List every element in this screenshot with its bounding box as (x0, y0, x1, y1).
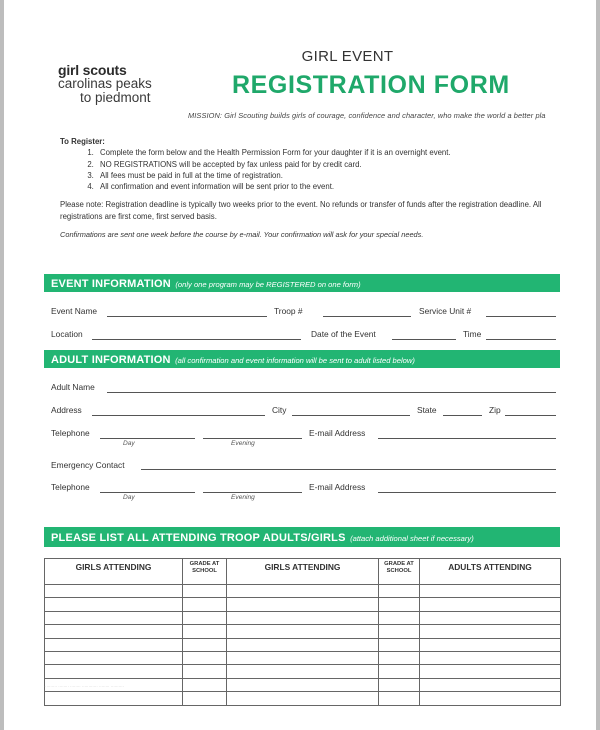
service-unit-label: Service Unit # (419, 306, 472, 316)
time-label: Time (463, 329, 482, 339)
attending-table-row (45, 665, 561, 678)
day-sublabel: Day (123, 440, 135, 447)
attending-table-cell[interactable] (183, 651, 227, 664)
girl-scouts-logo (58, 63, 198, 105)
telephone-day-field[interactable] (100, 438, 195, 439)
attending-table-cell[interactable] (420, 585, 561, 598)
attending-table-cell[interactable] (420, 598, 561, 611)
attending-table-cell[interactable] (183, 625, 227, 638)
event-information-bar (44, 274, 560, 292)
attending-table-row (45, 585, 561, 598)
attending-table-cell[interactable] (420, 665, 561, 678)
attending-table-cell[interactable] (183, 611, 227, 624)
attending-table-cell[interactable] (183, 692, 227, 705)
event-section-note: (only one program may be REGISTERED on one form) (175, 280, 361, 289)
location-field[interactable] (92, 339, 301, 340)
attending-table-cell[interactable] (227, 625, 379, 638)
adult-section-title: ADULT INFORMATION (51, 354, 171, 366)
location-label: Location (51, 329, 83, 339)
evening-sublabel: Evening (231, 494, 255, 501)
attending-table-cell[interactable] (420, 625, 561, 638)
instructions-list (60, 147, 550, 192)
deadline-note: Please note: Registration deadline is typically two weeks prior to the event. No refunds or transfer of funds after the registration deadline. All registrations are first come, first served basis. (60, 200, 542, 221)
attending-table-cell[interactable] (227, 638, 379, 651)
attending-table-row (45, 651, 561, 664)
adult-name-label: Adult Name (51, 382, 95, 392)
attending-table-cell[interactable] (379, 665, 420, 678)
footer-faint-text: .......... ........ ........ ............ ........ .......... (44, 683, 124, 688)
emergency-telephone-evening-field[interactable] (203, 492, 302, 493)
emergency-contact-field[interactable] (141, 469, 556, 470)
attending-table-row (45, 692, 561, 705)
attending-section-note: (attach additional sheet if necessary) (350, 534, 474, 543)
state-label: State (417, 405, 437, 415)
attending-table-cell[interactable] (420, 692, 561, 705)
to-register-heading: To Register: (60, 137, 105, 146)
attending-table-cell[interactable] (227, 678, 379, 691)
address-label: Address (51, 405, 82, 415)
attending-table-header (45, 559, 561, 585)
attending-table-cell[interactable] (45, 665, 183, 678)
event-section-title: EVENT INFORMATION (51, 278, 171, 290)
logo-council-line1: carolinas peaks (58, 76, 152, 91)
attending-table-cell[interactable] (420, 678, 561, 691)
city-label: City (272, 405, 287, 415)
event-name-field[interactable] (107, 316, 267, 317)
girls-attending-header: GIRLS ATTENDING (45, 559, 183, 585)
attending-table-cell[interactable] (379, 638, 420, 651)
attending-list-bar (44, 527, 560, 547)
attending-section-title: PLEASE LIST ALL ATTENDING TROOP ADULTS/GIRLS (51, 532, 346, 544)
email-field[interactable] (378, 438, 556, 439)
instructions-block (60, 136, 550, 240)
logo-council-line2: to piedmont (80, 90, 151, 105)
service-unit-field[interactable] (486, 316, 556, 317)
emergency-telephone-day-field[interactable] (100, 492, 195, 493)
instruction-item: 3. All fees must be paid in full at the time of registration. (96, 170, 550, 181)
state-field[interactable] (443, 415, 482, 416)
mission-statement: MISSION: Girl Scouting builds girls of courage, confidence and character, who make the world a better pla (188, 111, 546, 120)
address-field[interactable] (92, 415, 265, 416)
attending-table-cell[interactable] (379, 625, 420, 638)
attending-table-row (45, 638, 561, 651)
zip-field[interactable] (505, 415, 556, 416)
troop-label: Troop # (274, 306, 303, 316)
attending-table-cell[interactable] (379, 611, 420, 624)
attending-table-cell[interactable] (183, 665, 227, 678)
attending-table-cell[interactable] (45, 585, 183, 598)
telephone-evening-field[interactable] (203, 438, 302, 439)
emergency-telephone-label: Telephone (51, 482, 90, 492)
time-field[interactable] (486, 339, 556, 340)
attending-table-row (45, 598, 561, 611)
attending-table-cell[interactable] (183, 598, 227, 611)
attending-table-cell[interactable] (45, 651, 183, 664)
attending-table-cell[interactable] (379, 651, 420, 664)
attending-table-cell[interactable] (183, 585, 227, 598)
attending-table-cell[interactable] (227, 585, 379, 598)
date-of-event-label: Date of the Event (311, 329, 376, 339)
attending-table-cell[interactable] (45, 598, 183, 611)
attending-table-cell[interactable] (45, 638, 183, 651)
emergency-email-label: E-mail Address (309, 482, 366, 492)
attending-table-cell[interactable] (420, 651, 561, 664)
attending-table-cell[interactable] (183, 638, 227, 651)
logo-brand-text: girl scouts (58, 62, 127, 78)
attending-table-cell[interactable] (183, 678, 227, 691)
city-field[interactable] (292, 415, 410, 416)
zip-label: Zip (489, 405, 501, 415)
grade-at-school-header: GRADE AT SCHOOL (379, 559, 420, 585)
adults-attending-header: ADULTS ATTENDING (420, 559, 561, 585)
form-title: REGISTRATION FORM (232, 71, 510, 99)
attending-table-cell[interactable] (379, 678, 420, 691)
attending-table-cell[interactable] (379, 692, 420, 705)
attending-table-cell[interactable] (227, 611, 379, 624)
adult-information-bar (44, 350, 560, 368)
instruction-item: 2. NO REGISTRATIONS will be accepted by fax unless paid for by credit card. (96, 159, 550, 170)
form-subtitle: GIRL EVENT (301, 48, 394, 65)
attending-table-row (45, 625, 561, 638)
emergency-email-field[interactable] (378, 492, 556, 493)
attending-table-cell[interactable] (227, 692, 379, 705)
email-label: E-mail Address (309, 428, 366, 438)
day-sublabel: Day (123, 494, 135, 501)
girls-attending-header: GIRLS ATTENDING (227, 559, 379, 585)
attending-table-cell[interactable] (420, 638, 561, 651)
grade-at-school-header: GRADE AT SCHOOL (183, 559, 227, 585)
attending-table-cell[interactable] (227, 651, 379, 664)
instruction-item: 4. All confirmation and event information will be sent prior to the event. (96, 181, 550, 192)
telephone-label: Telephone (51, 428, 90, 438)
event-name-label: Event Name (51, 306, 98, 316)
evening-sublabel: Evening (231, 440, 255, 447)
attending-table-cell[interactable] (379, 598, 420, 611)
instruction-item: 1. Complete the form below and the Health Permission Form for your daughter if it is an overnight event. (96, 147, 550, 158)
attending-table-cell[interactable] (45, 611, 183, 624)
attending-table-cell[interactable] (227, 665, 379, 678)
confirmation-note: Confirmations are sent one week before the course by e-mail. Your confirmation will ask for your special needs. (60, 230, 424, 240)
date-of-event-field[interactable] (392, 339, 456, 340)
attending-table-cell[interactable] (45, 692, 183, 705)
adult-section-note: (all confirmation and event information will be sent to adult listed below) (175, 356, 415, 365)
adult-name-field[interactable] (107, 392, 556, 393)
attending-table-cell[interactable] (227, 598, 379, 611)
attending-table-row (45, 611, 561, 624)
attending-table-cell[interactable] (45, 625, 183, 638)
emergency-contact-label: Emergency Contact (51, 460, 125, 470)
attending-table-cell[interactable] (379, 585, 420, 598)
attending-table-cell[interactable] (420, 611, 561, 624)
troop-field[interactable] (323, 316, 411, 317)
